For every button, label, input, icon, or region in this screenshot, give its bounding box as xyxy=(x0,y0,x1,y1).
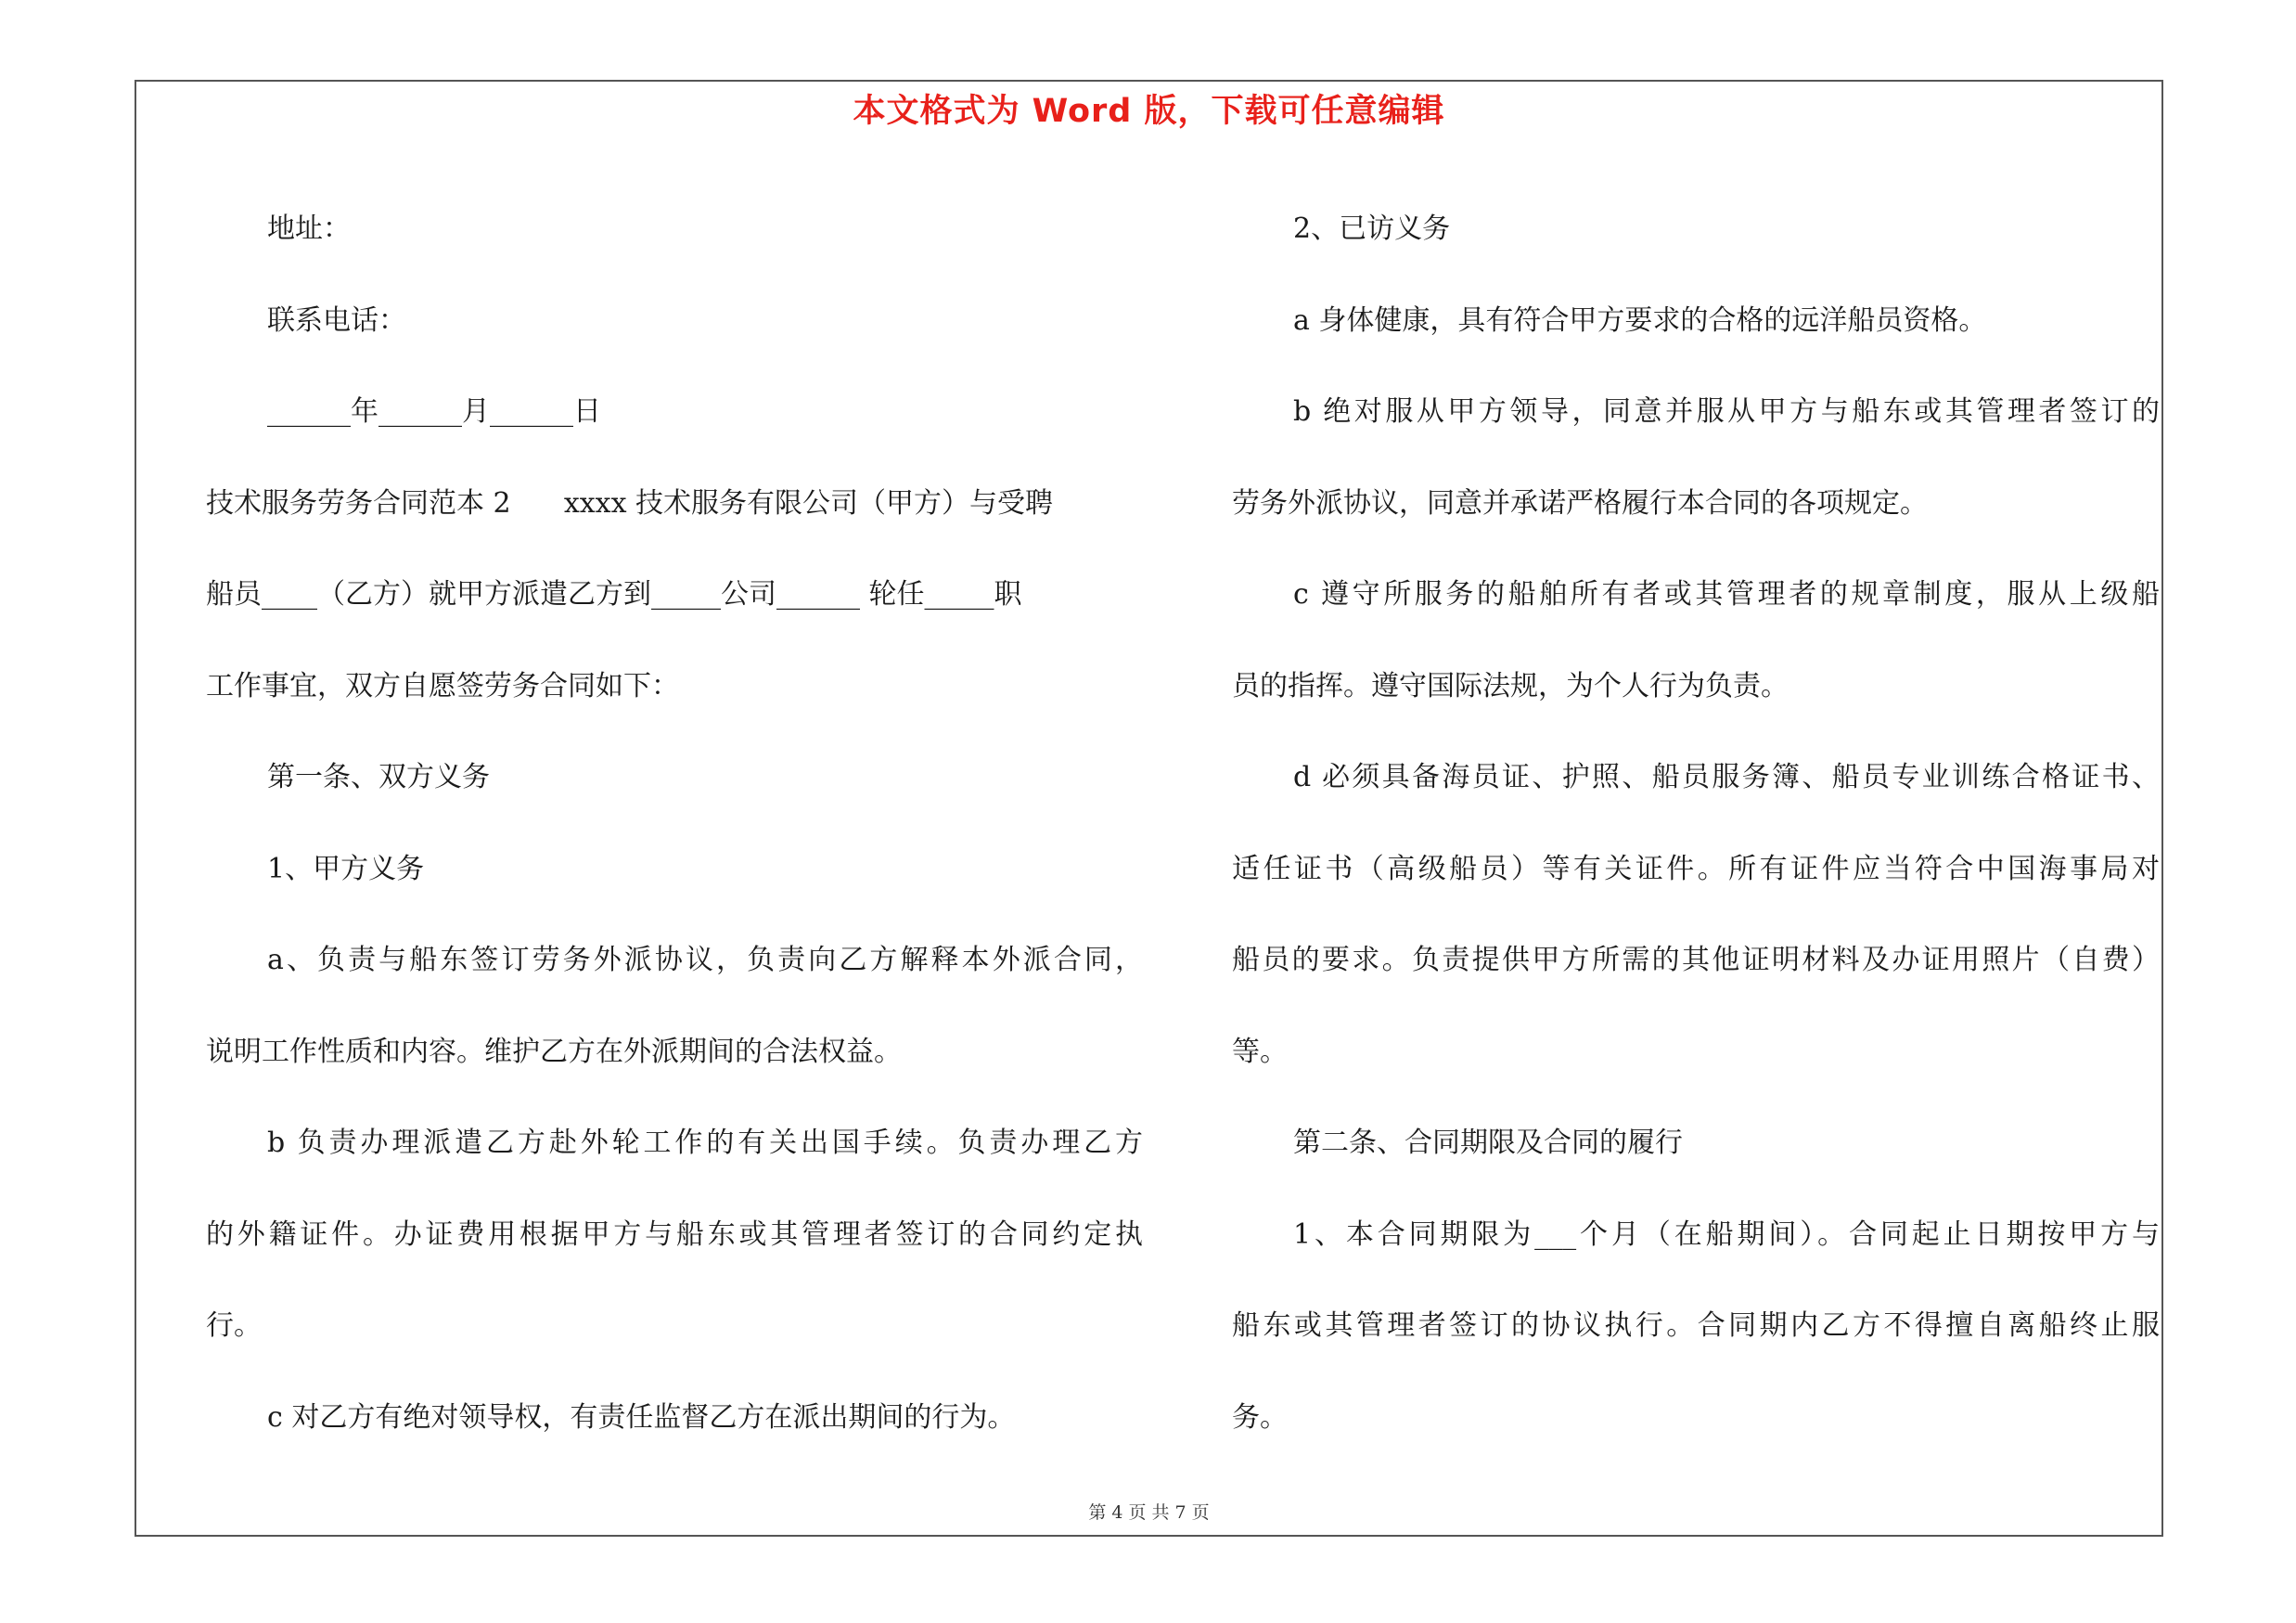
article-1-heading: 第一条、双方义务 xyxy=(267,761,490,793)
clause-2d-line-3: 船员的要求。负责提供甲方所需的其他证明材料及办证用照片（自费） xyxy=(1232,944,2160,976)
article-2-heading: 第二条、合同期限及合同的履行 xyxy=(1293,1127,1683,1159)
clause-2b-line-2: 劳务外派协议，同意并承诺严格履行本合同的各项规定。 xyxy=(1232,486,1928,520)
clause-c-line-1: c 对乙方有绝对领导权，有责任监督乙方在派出期间的行为。 xyxy=(267,1400,1016,1434)
date-line: ______年______月______日 xyxy=(267,395,601,428)
term-clause-line-2: 船东或其管理者签订的协议执行。合同期内乙方不得擅自离船终止服 xyxy=(1232,1309,2160,1342)
right-text-column xyxy=(1232,184,2160,1463)
term-clause-line-3: 务。 xyxy=(1232,1400,1288,1434)
clause-b-line-1: b 负责办理派遣乙方赴外轮工作的有关出国手续。负责办理乙方 xyxy=(267,1127,1143,1159)
clause-2d-line-4: 等。 xyxy=(1232,1035,1288,1068)
left-text-column xyxy=(206,184,1143,1463)
phone-label: 联系电话： xyxy=(267,303,406,337)
clause-2b-line-1: b 绝对服从甲方领导，同意并服从甲方与船东或其管理者签订的 xyxy=(1293,395,2160,428)
clause-2d-line-2: 适任证书（高级船员）等有关证件。所有证件应当符合中国海事局对 xyxy=(1232,852,2160,885)
contract-intro-line-3: 工作事宜，双方自愿签劳务合同如下： xyxy=(206,669,679,702)
clause-2c-line-2: 员的指挥。遵守国际法规，为个人行为负责。 xyxy=(1232,669,1789,702)
party-b-obligations-heading: 2、已访义务 xyxy=(1293,213,1451,245)
editable-notice-banner: 本文格式为 Word 版，下载可任意编辑 xyxy=(853,93,1445,130)
clause-b-line-3: 行。 xyxy=(206,1309,262,1342)
clause-a-line-1: a、负责与船东签订劳务外派协议，负责向乙方解释本外派合同， xyxy=(267,944,1143,976)
contract-intro-line-1: 技术服务劳务合同范本 2 xxxx 技术服务有限公司（甲方）与受聘 xyxy=(206,486,1054,520)
clause-a-line-2: 说明工作性质和内容。维护乙方在外派期间的合法权益。 xyxy=(206,1035,902,1068)
address-label: 地址： xyxy=(267,213,351,245)
clause-2a-line-1: a 身体健康，具有符合甲方要求的合格的远洋船员资格。 xyxy=(1293,303,1987,337)
contract-intro-line-2: 船员____（乙方）就甲方派遣乙方到_____公司______ 轮任_____职 xyxy=(206,578,1022,611)
clause-b-line-2: 的外籍证件。办证费用根据甲方与船东或其管理者签订的合同约定执 xyxy=(206,1217,1143,1251)
party-a-obligations-heading: 1、甲方义务 xyxy=(267,852,425,885)
clause-2d-line-1: d 必须具备海员证、护照、船员服务簿、船员专业训练合格证书、 xyxy=(1293,761,2160,793)
clause-2c-line-1: c 遵守所服务的船舶所有者或其管理者的规章制度，服从上级船 xyxy=(1293,578,2160,611)
page-number: 第 4 页 共 7 页 xyxy=(1088,1502,1210,1523)
term-clause-line-1: 1、本合同期限为___个月（在船期间）。合同起止日期按甲方与 xyxy=(1293,1217,2160,1251)
